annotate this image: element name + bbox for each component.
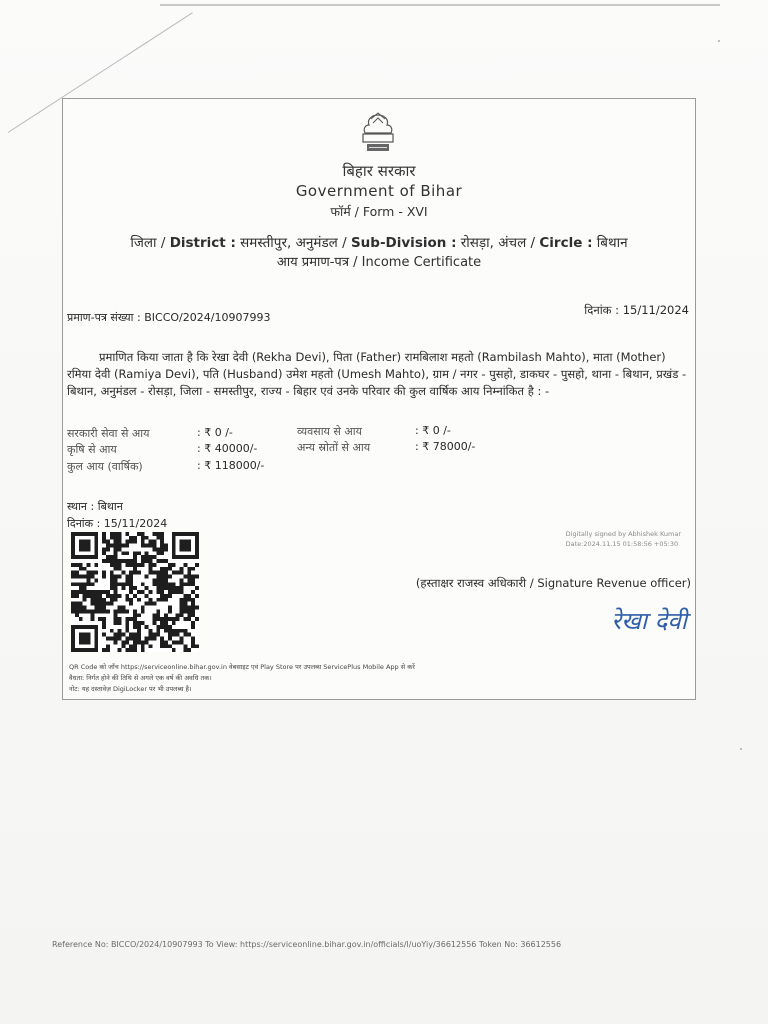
scan-speck — [718, 40, 720, 42]
handwritten-signature: रेखा देवी — [611, 607, 687, 635]
district-prefix: जिला / — [130, 235, 170, 251]
issue-place — [67, 499, 123, 514]
certificate-date — [584, 303, 689, 318]
certificate-number — [67, 310, 270, 325]
body-line: रमिया देवी (Ramiya Devi), पति (Husband) उमेश महतो (Umesh Mahto), ग्राम / नगर - पुसहो, डाकघर - पुसहो, थाना - बिथान, — [67, 367, 653, 381]
signature-officer-label: (हस्ताक्षर राजस्व अधिकारी / Signature Revenue officer) — [415, 576, 691, 590]
district-line — [63, 233, 695, 251]
verification-qr-code — [71, 532, 199, 652]
subdivision-label: Sub-Division : — [350, 235, 457, 251]
digital-signature-line: Date:2024.11.15 01:58:56 +05:30 — [565, 540, 679, 548]
district-label: District : — [169, 235, 236, 251]
issue-date-value: 15/11/2024 — [103, 517, 168, 530]
income-certificate — [62, 98, 696, 700]
page-top-edge — [160, 4, 720, 6]
circle-label: Circle : — [539, 235, 593, 251]
certificate-number-label: प्रमाण-पत्र संख्या : — [67, 311, 141, 324]
form-label: फॉर्म / Form - XVI — [330, 204, 428, 219]
government-title: Government of Bihar — [295, 182, 463, 200]
issue-place-label: स्थान : — [67, 500, 95, 513]
subdivision-value: रोसड़ा, अंचल / — [456, 235, 540, 251]
qr-verification-note: QR Code को जाँच https://serviceonline.bihar.gov.in वेबसाइट एवं Play Store पर उपलब्ध ServicePlus Mobile App से करें — [69, 663, 415, 671]
digital-signature-stamp — [566, 529, 681, 549]
certificate-number-value: BICCO/2024/10907993 — [144, 311, 271, 324]
certificate-body — [67, 349, 691, 400]
body-line: प्रमाणित किया जाता है कि रेखा देवी (Rekha Devi), पिता (Father) रामबिलाश महतो (Rambilash Mahto), माता (Mother) — [99, 350, 666, 364]
other-income-value: : ₹ 78000/- — [415, 440, 476, 453]
business-income-value: : ₹ 0 /- — [415, 424, 451, 437]
body-line: प्रखंड - बिथान, अनुमंडल - रोसड़ा, जिला - समस्तीपुर, राज्य - बिहार एवं उनके परिवार की कुल वार्षिक आय निम्नांकित है : - — [67, 367, 687, 398]
agriculture-income-label: कृषि से आय — [67, 443, 117, 456]
validity-note: वैधता: निर्गत होने की तिथि से अगले एक वर्ष की अवधि तक। — [69, 674, 212, 682]
total-income-label: कुल आय (वार्षिक) — [67, 460, 143, 473]
govt-service-income-value: : ₹ 0 /- — [197, 426, 233, 439]
certificate-type: आय प्रमाण-पत्र / Income Certificate — [276, 255, 482, 270]
issue-place-value: बिथान — [97, 500, 123, 513]
hindi-title: बिहार सरकार — [342, 162, 416, 180]
digital-signature-line: Digitally signed by Abhishek Kumar — [565, 530, 681, 538]
digilocker-note: नोट: यह दस्तावेज़ DigiLocker पर भी उपलब्ध है। — [69, 685, 192, 693]
business-income-label: व्यवसाय से आय — [297, 425, 362, 438]
certificate-date-value: 15/11/2024 — [622, 303, 689, 317]
bihar-emblem-icon — [353, 111, 403, 155]
scan-speck — [740, 748, 742, 750]
total-income-value: : ₹ 118000/- — [197, 459, 265, 472]
other-income-label: अन्य स्रोतों से आय — [297, 441, 371, 454]
district-value: समस्तीपुर, अनुमंडल / — [235, 235, 351, 251]
footer-reference: Reference No: BICCO/2024/10907993 To View: https://serviceonline.bihar.gov.in/officials/l/uoYiy/36612556 Token No: 36612556 — [52, 940, 562, 949]
issue-date — [67, 516, 167, 531]
agriculture-income-value: : ₹ 40000/- — [197, 442, 258, 455]
govt-service-income-label: सरकारी सेवा से आय — [67, 427, 150, 440]
issue-date-label: दिनांक : — [67, 517, 101, 530]
certificate-date-label: दिनांक : — [584, 303, 620, 317]
circle-value: बिथान — [592, 235, 628, 251]
